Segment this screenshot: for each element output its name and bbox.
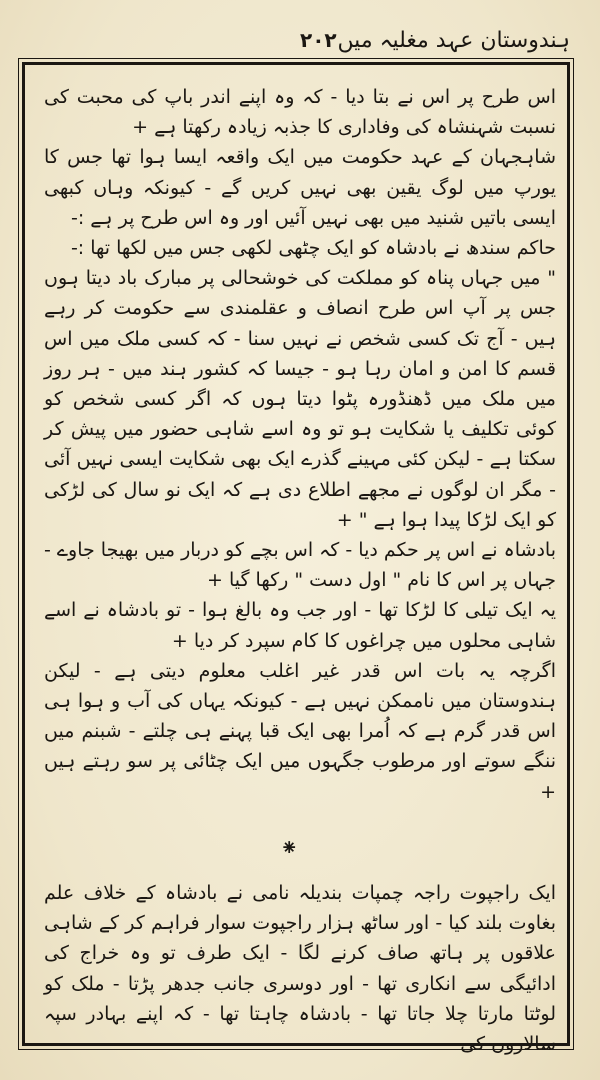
- next-section-text-block: [44, 878, 556, 1059]
- paragraph: حاکم سندھ نے بادشاہ کو ایک چٹھی لکھی جس میں لکھا تھا :-: [70, 237, 556, 260]
- paragraph: اس طرح پر اس نے بتا دیا - کہ وہ اپنے اندر باپ کی محبت کی نسبت شہنشاہ کی وفاداری کا جذبہ زیادہ رکھتا ہے +: [44, 86, 556, 139]
- paragraph: اگرچہ یہ بات اس قدر غیر اغلب معلوم دیتی ہے - لیکن ہندوستان میں ناممکن نہیں ہے - کیونکہ یہاں کی آب و ہوا ہی اس قدر گرم ہے کہ اُمرا بھی ایک قبا پہنے ہی چلتے - شبنم میں ننگے سوتے اور مرطوب جگہوں میں ایک چٹائی پر سو رہتے ہیں +: [44, 659, 556, 803]
- paragraph: یہ ایک تیلی کا لڑکا تھا - اور جب وہ بالغ ہوا - تو بادشاہ نے اسے شاہی محلوں میں چراغوں کا کام سپرد کر دیا +: [44, 599, 556, 652]
- paragraph: شاہجہان کے عہد حکومت میں ایک واقعہ ایسا ہوا تھا جس کا یورپ میں لوگ یقین بھی نہیں کریں گے - کیونکہ وہاں کبھی ایسی باتیں شنید میں بھی نہیں آئیں اور وہ اس طرح پر ہے :-: [44, 146, 556, 229]
- main-text-block: [44, 82, 556, 807]
- paragraph: ایک راجپوت راجہ چمپات بندیلہ نامی نے بادشاہ کے خلاف علم بغاوت بلند کیا - اور ساٹھ ہزار راجپوت سوار فراہم کر کے شاہی علاقوں پر ہاتھ صاف کرنے لگا - ایک طرف تو وہ خراج کی ادائیگی سے انکاری تھا - اور دوسری جانب جدھر پڑتا - ملک کو لوٹتا مارتا چلا جاتا تھا - بادشاہ چاہتا تھا - کہ اپنے بہادر سپہ سالاروں کی: [44, 882, 556, 1056]
- page-number: ۲۰۲: [300, 28, 337, 52]
- quoted-letter-paragraph: " میں جہاں پناہ کو مملکت کی خوشحالی پر مبارک باد دیتا ہوں جس پر آپ اس طرح انصاف و عقلمندی سے حکومت کر رہے ہیں - آج تک کسی شخص نے نہیں سنا - کہ کسی ملک میں اس قسم کا امن و امان رہا ہو - جیسا کہ کشور ہند میں - ہر روز میں ملک میں ڈھنڈورہ پٹوا دیتا ہوں کہ اگر کسی شخص کو کوئی تکلیف یا شکایت ہو تو وہ اسے شاہی حضور میں پیش کر سکتا ہے - لیکن کئی مہینے گذرے ایک بھی شکایت ایسی نہیں آئی - مگر ان لوگوں نے مجھے اطلاع دی ہے کہ ایک نو سال کی لڑکی کو ایک لڑکا پیدا ہوا ہے " +: [44, 267, 556, 531]
- running-title: ہندوستان عہد مغلیہ میں: [337, 28, 570, 53]
- page-header: [30, 22, 570, 62]
- paragraph: بادشاہ نے اس پر حکم دیا - کہ اس بچے کو دربار میں بھیجا جاوے - جہاں پر اس کا نام " اول دست " رکھا گیا +: [44, 539, 556, 592]
- section-divider-ornament: ⁕: [280, 836, 299, 861]
